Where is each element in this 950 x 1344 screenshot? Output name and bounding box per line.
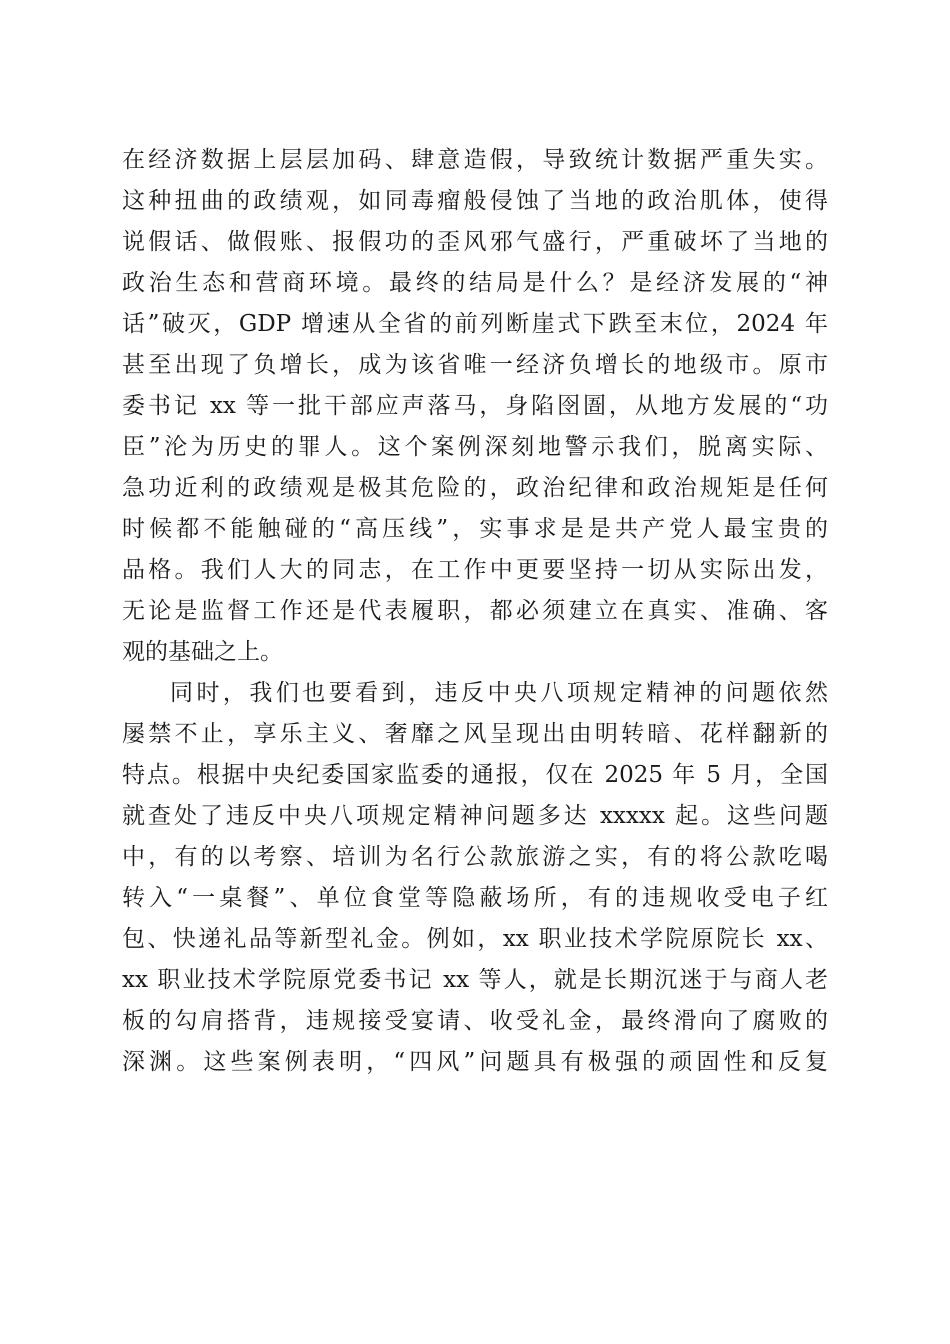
paragraph-2 xyxy=(122,673,828,1083)
text-line: 深渊。这些案例表明，“四风”问题具有极强的顽固性和反复 xyxy=(122,1049,828,1075)
text-line: 观的基础之上。 xyxy=(122,639,283,665)
text-line: 品格。我们人大的同志，在工作中更要坚持一切从实际出发， xyxy=(122,557,828,583)
text-line: 委书记 xx 等一批干部应声落马，身陷囹圄，从地方发展的“功 xyxy=(122,393,828,419)
text-line: 特点。根据中央纪委国家监委的通报，仅在 2025 年 5 月，全国 xyxy=(122,762,828,788)
text-line: xx 职业技术学院原党委书记 xx 等人，就是长期沉迷于与商人老 xyxy=(122,967,828,993)
text-line: 在经济数据上层层加码、肆意造假，导致统计数据严重失实。 xyxy=(122,147,828,173)
text-line: 说假话、做假账、报假功的歪风邪气盛行，严重破坏了当地的 xyxy=(122,229,828,255)
text-line: 甚至出现了负增长，成为该省唯一经济负增长的地级市。原市 xyxy=(122,352,828,378)
text-line: 这种扭曲的政绩观，如同毒瘤般侵蚀了当地的政治肌体，使得 xyxy=(122,188,828,214)
text-line: 急功近利的政绩观是极其危险的，政治纪律和政治规矩是任何 xyxy=(122,475,828,501)
text-line: 话”破灭，GDP 增速从全省的前列断崖式下跌至末位，2024 年 xyxy=(122,311,828,337)
text-line: 就查处了违反中央八项规定精神问题多达 xxxxx 起。这些问题 xyxy=(122,803,828,829)
text-line: 包、快递礼品等新型礼金。例如，xx 职业技术学院原院长 xx、 xyxy=(122,926,828,952)
text-line: 板的勾肩搭背，违规接受宴请、收受礼金，最终滑向了腐败的 xyxy=(122,1008,828,1034)
text-line: 同时，我们也要看到，违反中央八项规定精神的问题依然 xyxy=(170,680,828,706)
body-text xyxy=(122,140,828,1083)
text-line: 转入“一桌餐”、单位食堂等隐蔽场所，有的违规收受电子红 xyxy=(122,885,828,911)
text-line: 时候都不能触碰的“高压线”，实事求是是共产党人最宝贵的 xyxy=(122,516,828,542)
text-line: 臣”沦为历史的罪人。这个案例深刻地警示我们，脱离实际、 xyxy=(122,434,828,460)
text-line: 中，有的以考察、培训为名行公款旅游之实，有的将公款吃喝 xyxy=(122,844,828,870)
text-line: 屡禁不止，享乐主义、奢靡之风呈现出由明转暗、花样翻新的 xyxy=(122,721,828,747)
text-line: 政治生态和营商环境。最终的结局是什么？是经济发展的“神 xyxy=(122,270,828,296)
paragraph-1 xyxy=(122,140,828,673)
text-line: 无论是监督工作还是代表履职，都必须建立在真实、准确、客 xyxy=(122,598,828,624)
